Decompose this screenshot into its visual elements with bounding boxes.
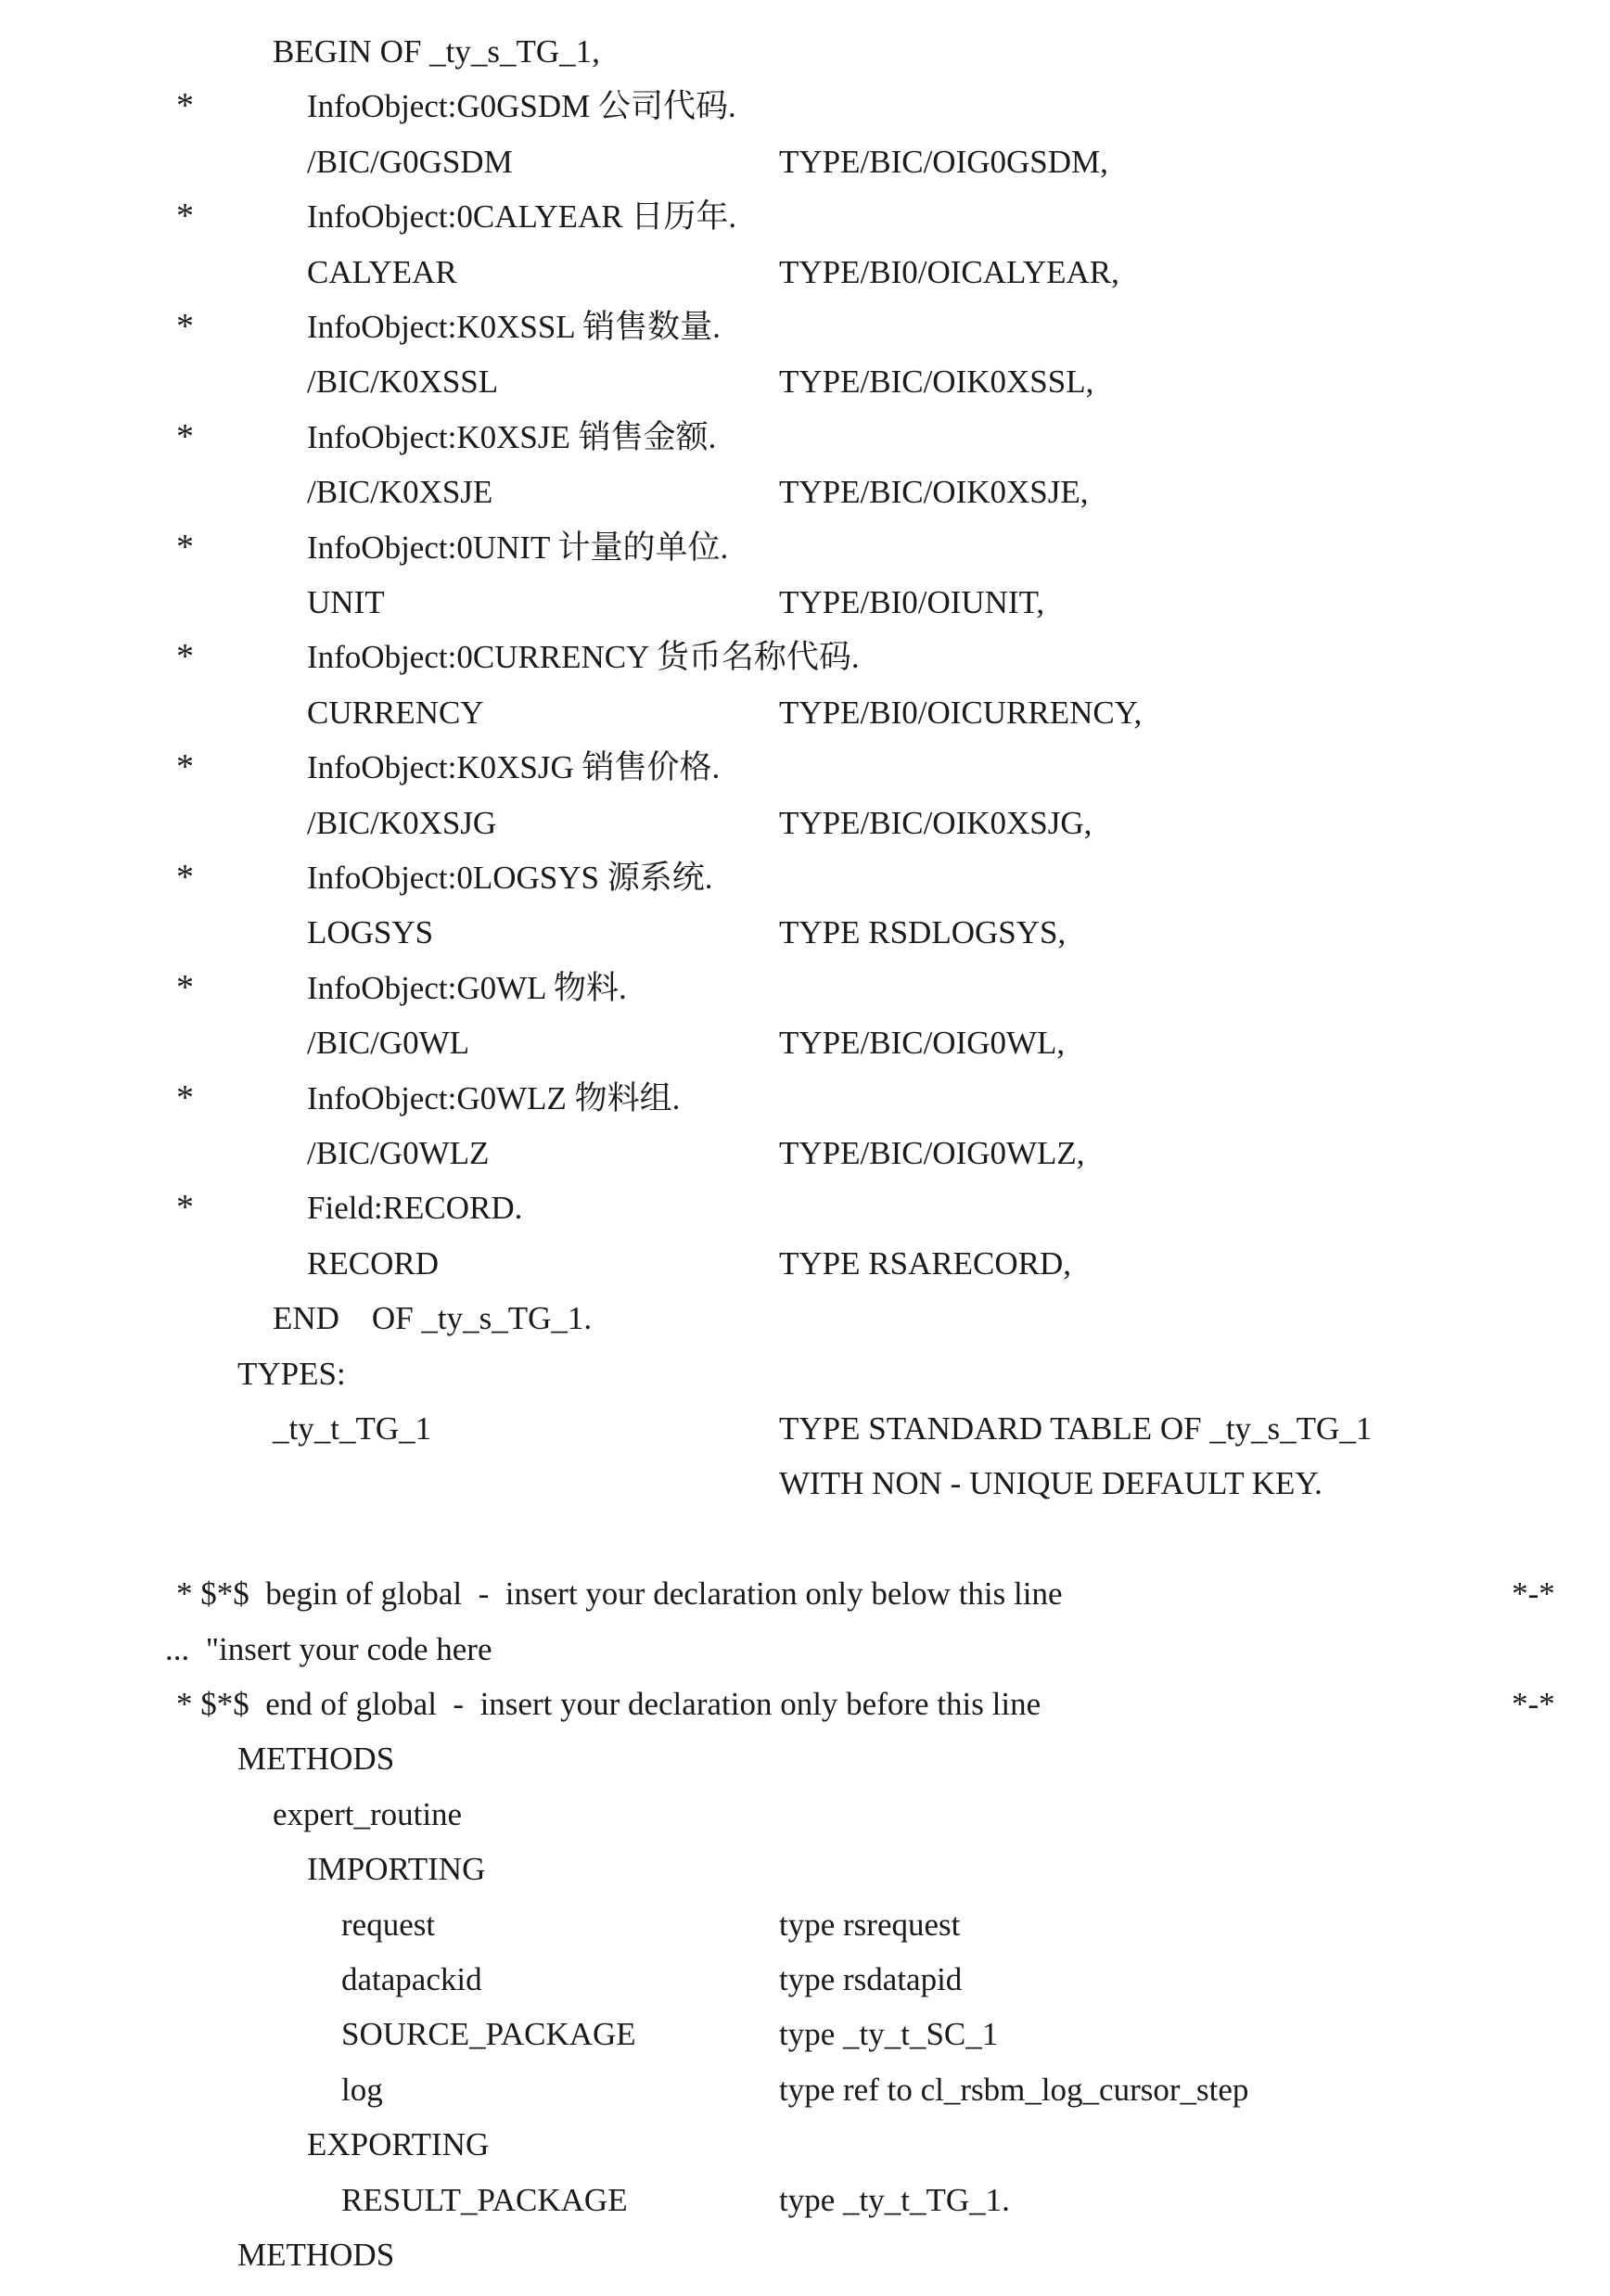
comment-marker: * [176, 416, 194, 456]
code-text: /BIC/K0XSJE [307, 474, 493, 511]
code-line [0, 905, 1610, 960]
code-text: TYPE RSARECORD, [779, 1244, 1072, 1282]
code-line [0, 1456, 1610, 1511]
code-line [0, 410, 1610, 465]
code-line [0, 575, 1610, 630]
code-line [0, 1015, 1610, 1070]
code-line [0, 685, 1610, 740]
code-text: CURRENCY [307, 694, 484, 731]
comment-marker: * [176, 197, 194, 236]
code-text: InfoObject:G0GSDM 公司代码. [307, 88, 736, 125]
code-line [0, 1842, 1610, 1896]
code-text: * $*$ end of global - insert your declaration only before this line [176, 1686, 1041, 1722]
code-line [0, 850, 1610, 905]
code-line [0, 1236, 1610, 1291]
code-text: /BIC/G0WLZ [307, 1135, 490, 1171]
code-text: /BIC/K0XSJG [307, 804, 497, 841]
code-line [0, 630, 1610, 684]
code-line [0, 1291, 1610, 1346]
code-text: TYPE/BIC/OIK0XSJG, [779, 804, 1092, 841]
code-text: InfoObject:K0XSJG 销售价格. [307, 749, 721, 786]
code-line [0, 740, 1610, 795]
comment-marker: * [176, 637, 194, 677]
code-text: TYPE STANDARD TABLE OF _ty_s_TG_1 [779, 1410, 1373, 1447]
code-line [0, 465, 1610, 519]
code-text: request [341, 1906, 436, 1943]
code-text: TYPE/BIC/OIK0XSJE, [779, 474, 1089, 511]
code-text: *-* [1512, 1575, 1555, 1613]
code-text: InfoObject:0UNIT 计量的单位. [307, 529, 729, 566]
comment-marker: * [176, 86, 194, 126]
code-line [0, 796, 1610, 850]
code-text: METHODS [237, 2237, 395, 2273]
code-line [0, 1952, 1610, 2007]
code-text: END OF _ty_s_TG_1. [273, 1300, 593, 1337]
comment-marker: * [176, 527, 194, 567]
code-text: TYPE/BIC/OIG0WL, [779, 1025, 1066, 1062]
code-text: TYPE/BIC/OIG0GSDM, [779, 143, 1108, 180]
code-line [0, 2117, 1610, 2172]
code-line [0, 1897, 1610, 1952]
code-line [0, 2062, 1610, 2117]
code-text: InfoObject:G0WLZ 物料组. [307, 1079, 681, 1116]
code-text: InfoObject:K0XSSL 销售数量. [307, 309, 721, 345]
code-text: _ty_t_TG_1 [273, 1410, 432, 1447]
code-text: type _ty_t_SC_1 [779, 2016, 999, 2053]
code-text: METHODS [237, 1741, 395, 1778]
code-text: *-* [1512, 1686, 1555, 1722]
code-text: TYPE/BIC/OIK0XSSL, [779, 364, 1094, 401]
code-line [0, 1512, 1610, 1566]
code-text: /BIC/G0GSDM [307, 143, 513, 180]
code-text: expert_routine [273, 1795, 463, 1832]
code-text: EXPORTING [307, 2126, 490, 2163]
code-line [0, 300, 1610, 354]
comment-marker: * [176, 858, 194, 897]
code-text: TYPE/BI0/OICURRENCY, [779, 694, 1143, 731]
code-line [0, 1126, 1610, 1180]
code-line [0, 2007, 1610, 2061]
code-line [0, 2173, 1610, 2227]
code-text: * $*$ begin of global - insert your declaration only below this line [176, 1575, 1063, 1613]
comment-marker: * [176, 307, 194, 346]
code-line [0, 1346, 1610, 1401]
comment-marker: * [176, 747, 194, 787]
code-text: ... "insert your code here [165, 1630, 492, 1667]
code-line [0, 245, 1610, 300]
comment-marker: * [176, 967, 194, 1007]
code-text: RECORD [307, 1244, 439, 1282]
code-line [0, 1180, 1610, 1235]
code-line [0, 961, 1610, 1015]
code-text: datapackid [341, 1961, 482, 1997]
code-text: UNIT [307, 584, 385, 620]
code-line [0, 189, 1610, 244]
code-text: TYPE RSDLOGSYS, [779, 914, 1067, 951]
code-line [0, 2227, 1610, 2282]
code-text: InfoObject:G0WL 物料. [307, 969, 627, 1006]
code-text: /BIC/G0WL [307, 1025, 469, 1062]
code-line [0, 1677, 1610, 1731]
code-text: /BIC/K0XSSL [307, 364, 499, 401]
code-text: IMPORTING [307, 1851, 486, 1888]
code-line [0, 79, 1610, 134]
code-text: InfoObject:0CALYEAR 日历年. [307, 198, 737, 236]
code-line [0, 1566, 1610, 1621]
code-text: type ref to cl_rsbm_log_cursor_step [779, 2071, 1249, 2108]
code-text: log [341, 2071, 383, 2108]
comment-marker: * [176, 1188, 194, 1228]
comment-marker: * [176, 1078, 194, 1117]
code-text: type _ty_t_TG_1. [779, 2181, 1010, 2218]
code-line [0, 24, 1610, 79]
code-line [0, 1622, 1610, 1677]
code-line [0, 1401, 1610, 1456]
code-line [0, 354, 1610, 409]
code-text: Field:RECORD. [307, 1190, 523, 1227]
code-text: TYPES: [237, 1355, 346, 1392]
code-text: SOURCE_PACKAGE [341, 2016, 636, 2053]
code-text: LOGSYS [307, 914, 434, 951]
code-text: BEGIN OF _ty_s_TG_1, [273, 33, 600, 70]
code-text: InfoObject:0LOGSYS 源系统. [307, 860, 713, 896]
code-text: TYPE/BI0/OICALYEAR, [779, 253, 1119, 290]
code-line [0, 1787, 1610, 1842]
code-line [0, 520, 1610, 575]
code-text: type rsrequest [779, 1906, 961, 1943]
code-text: InfoObject:0CURRENCY 货币名称代码. [307, 639, 860, 676]
code-line [0, 1071, 1610, 1126]
code-text: type rsdatapid [779, 1961, 963, 1997]
code-text: RESULT_PACKAGE [341, 2181, 628, 2218]
code-text: TYPE/BI0/OIUNIT, [779, 584, 1045, 620]
code-text: WITH NON - UNIQUE DEFAULT KEY. [779, 1465, 1322, 1502]
code-text: CALYEAR [307, 253, 457, 290]
code-text: TYPE/BIC/OIG0WLZ, [779, 1135, 1085, 1171]
code-line [0, 134, 1610, 189]
code-line [0, 1731, 1610, 1786]
code-text: InfoObject:K0XSJE 销售金额. [307, 418, 717, 455]
